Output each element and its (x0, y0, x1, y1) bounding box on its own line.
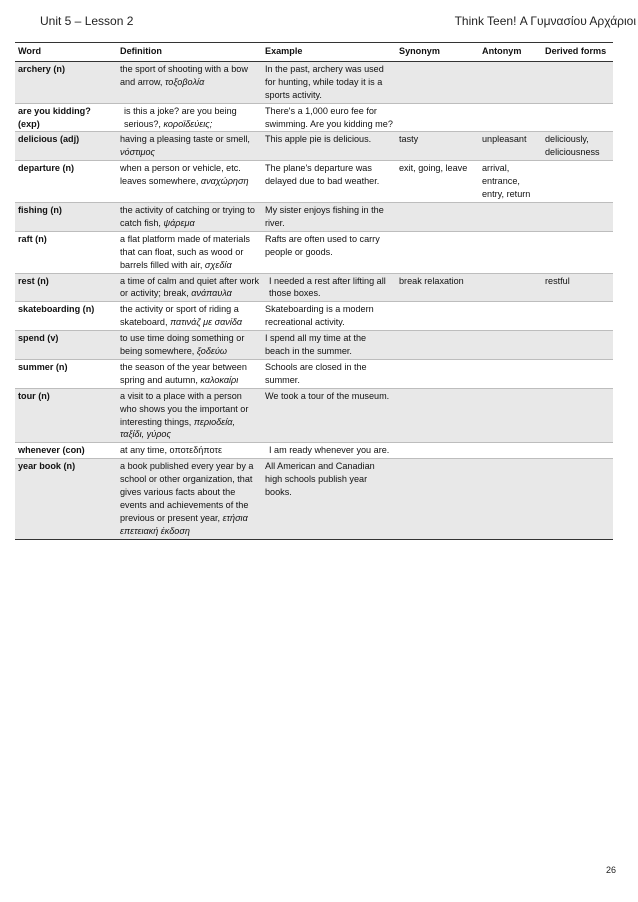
column-header-example: Example (262, 43, 396, 62)
table-row (15, 103, 613, 132)
definition-text: a time of calm and quiet after work or activity; break, (120, 275, 259, 299)
antonym-cell: arrival, entrance, entry, return (482, 163, 531, 200)
greek-translation: οποτεδήποτε (169, 445, 223, 456)
example-cell: I am ready whenever you are. (269, 445, 390, 456)
derived-forms-cell (542, 61, 613, 103)
greek-translation: πατινάζ με σανίδα (170, 317, 243, 328)
antonym-cell (479, 459, 542, 539)
table-row (15, 443, 613, 459)
synonym-cell (396, 443, 479, 459)
definition-cell (117, 302, 262, 331)
greek-translation: νόστιμος (120, 147, 155, 158)
synonym-cell (396, 359, 479, 388)
derived-forms-cell (542, 302, 613, 331)
table-row (15, 302, 613, 331)
derived-forms-cell (542, 103, 613, 132)
word-cell: fishing (n) (15, 202, 117, 231)
antonym-cell (479, 61, 542, 103)
word-cell: are you kidding? (exp) (18, 105, 91, 129)
antonym-cell (479, 231, 542, 273)
definition-text: when a person or vehicle, etc. leaves somewhere, (120, 163, 241, 187)
definition-cell (117, 61, 262, 103)
derived-forms-cell (542, 443, 613, 459)
table-header (15, 43, 613, 62)
greek-translation: αναχώρηση (200, 176, 249, 187)
definition-text: to use time doing something or being somewhere, (120, 333, 245, 357)
synonym-cell (396, 459, 479, 539)
table-row (15, 459, 613, 539)
example-cell: We took a tour of the museum. (262, 388, 396, 443)
synonym-cell (396, 61, 479, 103)
table-row (15, 61, 613, 103)
synonym-cell: exit, going, leave (399, 163, 468, 174)
word-cell: whenever (con) (18, 445, 85, 456)
synonym-cell (396, 331, 479, 360)
table-body (15, 61, 613, 539)
example-cell: I spend all my time at the beach in the summer. (262, 331, 396, 360)
definition-cell (117, 202, 262, 231)
column-header-antonym: Antonym (479, 43, 542, 62)
greek-translation: ανάπαυλα (191, 288, 232, 299)
derived-forms-cell (542, 359, 613, 388)
definition-text: the activity of catching or trying to catch fish, (120, 204, 255, 228)
definition-cell (117, 132, 262, 161)
example-cell: Schools are closed in the summer. (265, 361, 367, 385)
example-cell: I needed a rest after lifting all those boxes. (262, 273, 396, 302)
definition-text: at any time, (120, 445, 168, 456)
definition-text: is this a joke? are you being serious?, (124, 105, 237, 129)
definition-cell (117, 388, 262, 443)
derived-forms-cell (542, 202, 613, 231)
antonym-cell (479, 103, 542, 132)
word-cell: summer (n) (18, 361, 68, 372)
page-number: 26 (605, 865, 616, 875)
example-cell: All American and Canadian high schools publish year books. (262, 459, 396, 539)
table-row (15, 273, 613, 302)
greek-translation: κοροϊδεύεις; (163, 118, 213, 129)
antonym-cell (479, 273, 542, 302)
table-row (15, 359, 613, 388)
column-header-word: Word (15, 43, 117, 62)
definition-cell (117, 459, 262, 539)
antonym-cell (479, 443, 542, 459)
table-row (15, 331, 613, 360)
antonym-cell (479, 331, 542, 360)
page-header (0, 14, 638, 34)
synonym-cell: break relaxation (396, 273, 479, 302)
word-cell: skateboarding (n) (18, 304, 95, 315)
greek-translation: ετήσια επετειακή έκδοση (120, 512, 248, 536)
word-cell: archery (n) (15, 61, 117, 103)
synonym-cell (396, 231, 479, 273)
word-cell: spend (v) (15, 331, 117, 360)
definition-text: a book published every year by a school or other organization, that gives various facts about the events and achievements of the previous or present year, (120, 461, 254, 523)
greek-translation: καλοκαίρι (200, 374, 239, 385)
book-title: Think Teen! Α Γυμνασίου Αρχάριοι (454, 14, 636, 28)
derived-forms-cell (542, 388, 613, 443)
example-cell: The plane's departure was delayed due to bad weather. (265, 163, 380, 187)
greek-translation: περιοδεία, ταξίδι, γύρος (120, 416, 235, 440)
example-cell: This apple pie is delicious. (262, 132, 396, 161)
example-cell: My sister enjoys fishing in the river. (262, 202, 396, 231)
definition-cell (117, 443, 262, 459)
definition-cell (117, 103, 262, 132)
definition-cell (117, 331, 262, 360)
antonym-cell (479, 302, 542, 331)
derived-forms-cell (542, 161, 613, 203)
word-cell: rest (n) (15, 273, 117, 302)
derived-forms-cell: deliciously, deliciousness (542, 132, 613, 161)
definition-cell (117, 231, 262, 273)
table-row (15, 231, 613, 273)
derived-forms-cell (542, 459, 613, 539)
derived-forms-cell (542, 331, 613, 360)
table-row (15, 161, 613, 203)
synonym-cell (396, 302, 479, 331)
word-cell: raft (n) (18, 233, 47, 244)
column-header-synonym: Synonym (396, 43, 479, 62)
word-cell: delicious (adj) (15, 132, 117, 161)
word-cell: tour (n) (15, 388, 117, 443)
definition-cell (117, 359, 262, 388)
example-cell: In the past, archery was used for hunting, while today it is a sports activity. (262, 61, 396, 103)
definition-text: a visit to a place with a person who shows you the important or interesting things, (120, 390, 249, 427)
vocabulary-table (15, 42, 613, 540)
synonym-cell (396, 388, 479, 443)
example-cell: Rafts are often used to carry people or goods. (265, 233, 380, 257)
greek-translation: σχεδία (204, 259, 232, 270)
derived-forms-cell (542, 231, 613, 273)
antonym-cell (479, 359, 542, 388)
table-row (15, 202, 613, 231)
greek-translation: ψάρεμα (163, 217, 195, 228)
antonym-cell (479, 202, 542, 231)
greek-translation: τοξοβολία (165, 76, 205, 87)
definition-text: the sport of shooting with a bow and arrow, (120, 63, 248, 87)
synonym-cell (396, 103, 479, 132)
table-row (15, 132, 613, 161)
definition-text: the activity or sport of riding a skateboard, (120, 304, 239, 328)
synonym-cell (396, 202, 479, 231)
column-header-definition: Definition (117, 43, 262, 62)
definition-text: having a pleasing taste or smell, (120, 134, 250, 145)
antonym-cell: unpleasant (479, 132, 542, 161)
word-cell: year book (n) (15, 459, 117, 539)
derived-forms-cell: restful (542, 273, 613, 302)
synonym-cell: tasty (396, 132, 479, 161)
antonym-cell (479, 388, 542, 443)
example-cell: Skateboarding is a modern recreational activity. (265, 304, 374, 328)
example-cell: There's a 1,000 euro fee for swimming. Are you kidding me? (265, 105, 393, 129)
unit-lesson-label: Unit 5 – Lesson 2 (40, 14, 134, 28)
definition-cell (117, 161, 262, 203)
definition-text: a flat platform made of materials that can float, such as wood or barrels filled with air, (120, 233, 250, 270)
definition-cell (117, 273, 262, 302)
table-row (15, 388, 613, 443)
header-row (15, 43, 613, 62)
word-cell: departure (n) (18, 163, 75, 174)
greek-translation: ξοδεύω (196, 346, 227, 357)
definition-text: the season of the year between spring and autumn, (120, 361, 247, 385)
column-header-derived-forms: Derived forms (542, 43, 613, 62)
